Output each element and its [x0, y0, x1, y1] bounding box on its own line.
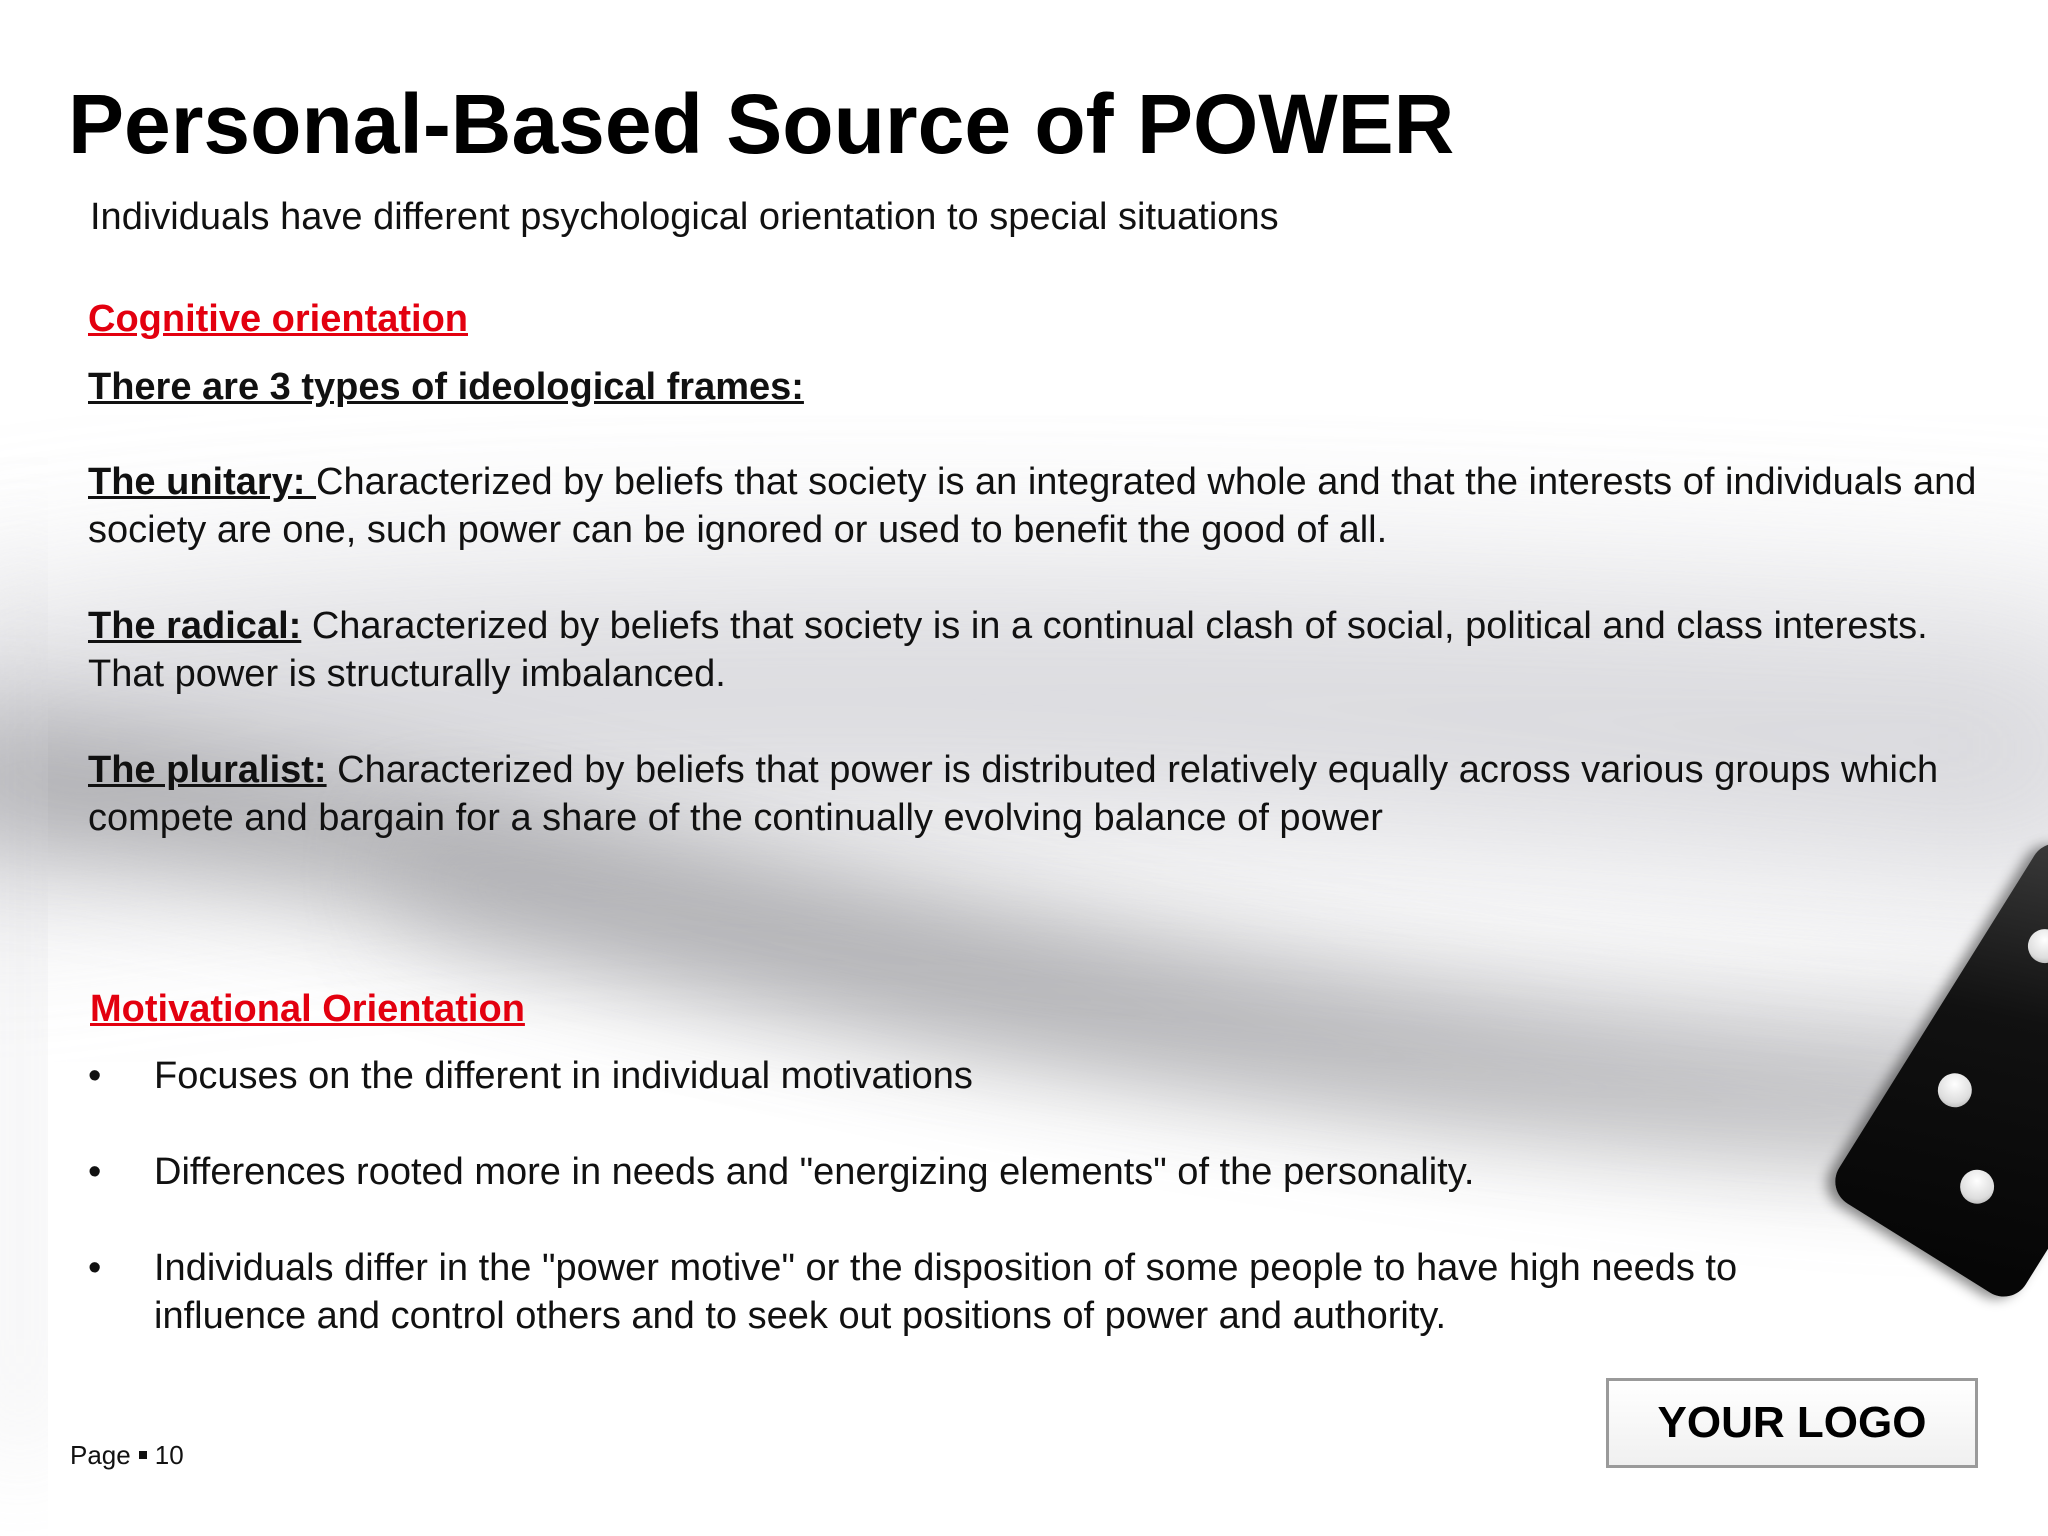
slide-subtitle: Individuals have different psychological orientation to special situations: [90, 196, 1279, 238]
frame-unitary: [88, 458, 1988, 554]
logo-placeholder: [1606, 1378, 1978, 1468]
frame-pluralist-lead: The pluralist:: [88, 749, 327, 791]
frame-radical-text: Characterized by beliefs that society is in a continual clash of social, political and class interests. That power is structurally imbalanced.: [88, 605, 1928, 695]
frame-pluralist-text: Characterized by beliefs that power is distributed relatively equally across various groups which compete and bargain for a share of the continually evolving balance of power: [88, 749, 1939, 839]
bullet-text: Differences rooted more in needs and "energizing elements" of the personality.: [154, 1151, 1475, 1193]
motivational-bullet-list: [88, 1052, 1848, 1388]
list-item: [88, 1148, 1848, 1196]
bullet-text: Individuals differ in the "power motive" or the disposition of some people to have high needs to influence and control others and to seek out positions of power and authority.: [154, 1247, 1738, 1337]
separator-square-icon: [139, 1451, 147, 1459]
bullet-icon: •: [88, 1055, 102, 1097]
shadow-left-edge: [0, 560, 40, 1460]
bullet-text: Focuses on the different in individual motivations: [154, 1055, 973, 1097]
bullet-icon: •: [88, 1151, 102, 1193]
slide-title: Personal-Based Source of POWER: [68, 77, 1455, 171]
ideological-frames-heading: There are 3 types of ideological frames:: [88, 366, 804, 408]
domino-pip: [1931, 1067, 1978, 1114]
frame-unitary-text: Characterized by beliefs that society is an integrated whole and that the interests of individuals and society are one, such power can be ignored or used to benefit the good of all.: [88, 461, 1977, 551]
motivational-orientation-heading: Motivational Orientation: [90, 988, 525, 1030]
page-number-value: 10: [154, 1440, 184, 1470]
cognitive-orientation-heading: Cognitive orientation: [88, 298, 468, 340]
logo-text: YOUR LOGO: [1657, 1398, 1927, 1447]
page-label: Page: [70, 1440, 131, 1470]
frame-radical-lead: The radical:: [88, 605, 302, 647]
list-item: [88, 1052, 1848, 1100]
domino-pip: [2022, 923, 2048, 970]
frame-pluralist: [88, 746, 1988, 842]
domino-pip: [1954, 1163, 2001, 1210]
frame-unitary-lead: The unitary:: [88, 461, 317, 503]
page-number: [70, 1440, 184, 1471]
frame-radical: [88, 602, 1988, 698]
bullet-icon: •: [88, 1247, 102, 1289]
list-item: [88, 1244, 1848, 1340]
